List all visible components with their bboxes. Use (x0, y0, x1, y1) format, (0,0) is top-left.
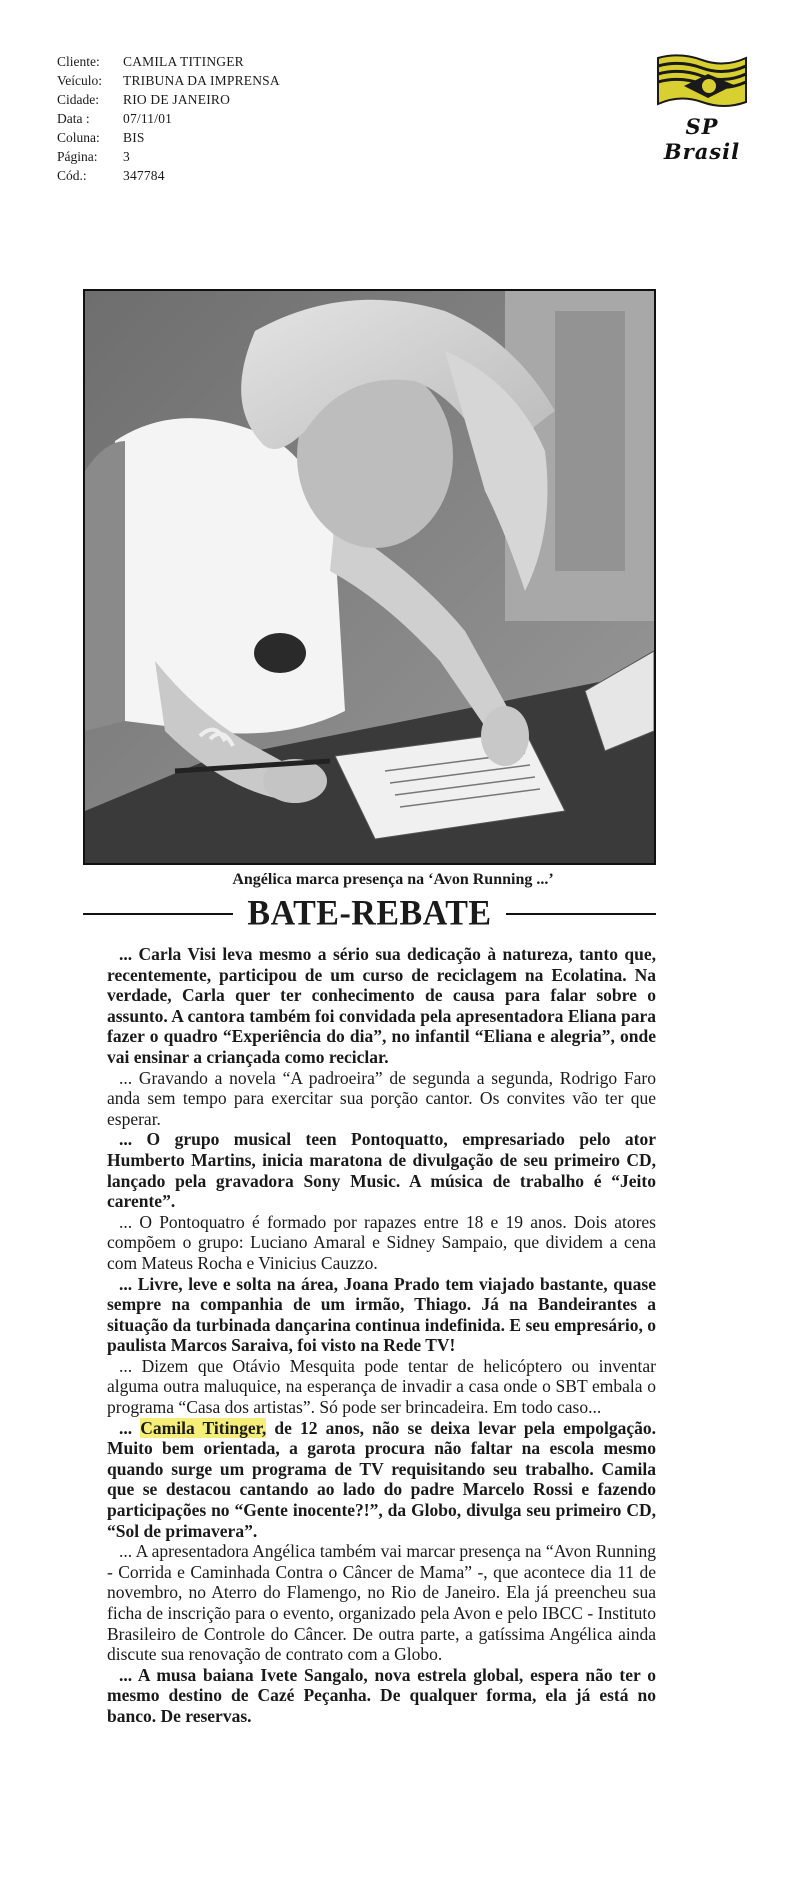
paragraph-angelica: ... A apresentadora Angélica também vai marcar presença na “Avon Running - Corrida e Caminhada Contra o Câncer de Mama” -, que acontece dia 11 de novembro, no Aterro do Flamengo, no Rio de Janeiro. Ela já preencheu sua ficha de inscrição para o evento, organizado pela Avon e pelo IBCC - Instituto Brasileiro de Controle do Câncer. De outra parte, a gatíssima Angélica ainda discute sua renovação de contrato com a Globo. (107, 1541, 656, 1665)
meta-value: CAMILA TITINGER (123, 54, 244, 69)
meta-value: BIS (123, 130, 145, 145)
meta-row-data (57, 109, 280, 128)
clipping-metadata (57, 52, 280, 185)
paragraph-carla-visi: ... Carla Visi leva mesmo a sério sua dedicação à natureza, tanto que, recentemente, participou de um curso de reciclagem na Ecolatina. Na verdade, Carla quer ter conhecimento de causa para falar sobre o assunto. A cantora também foi convidada pela apresentadora Eliana para fazer o quadro “Experiência do dia”, no infantil “Eliana e alegria”, onde vai ensinar a criançada como reciclar. (107, 944, 656, 1067)
column-title-bar (83, 894, 656, 934)
paragraph-ivete-sangalo: ... A musa baiana Ivete Sangalo, nova estrela global, espera não ter o mesmo destino de Cazé Peçanha. De qualquer forma, ela já está no banco. De reservas. (107, 1664, 656, 1726)
meta-row-pagina (57, 147, 280, 166)
meta-label: Cliente: (57, 54, 100, 69)
paragraph-rest: de 12 anos, não se deixa levar pela empolgação. Muito bem orientada, a garota procura não faltar na escola mesmo quando surge um programa de TV requisitando seu trabalho. Camila que se destacou cantando ao lado do padre Marcelo Rossi e fazendo participações no “Gente inocente?!”, da Globo, divulga seu primeiro CD, “Sol de primavera”. (107, 1417, 657, 1541)
meta-label: Página: (57, 149, 98, 164)
column-title: BATE-REBATE (247, 894, 492, 933)
meta-label: Coluna: (57, 130, 100, 145)
article-body (107, 944, 656, 1727)
paragraph-rodrigo-faro: ... Gravando a novela “A padroeira” de segunda a segunda, Rodrigo Faro anda sem tempo para exercitar sua porção cantor. Os convites vão ter que esperar. (107, 1067, 656, 1129)
title-rule-left (83, 913, 233, 915)
meta-value: 3 (123, 149, 130, 164)
meta-value: TRIBUNA DA IMPRENSA (123, 73, 280, 88)
article-photo (83, 289, 656, 865)
title-rule-right (506, 913, 656, 915)
paragraph-prefix: ... (119, 1417, 133, 1438)
sp-brasil-logo (650, 52, 754, 164)
photo-illustration (85, 291, 654, 863)
highlighted-name: Camila Titinger, (140, 1417, 267, 1438)
meta-row-cidade (57, 90, 280, 109)
meta-value: RIO DE JANEIRO (123, 92, 231, 107)
logo-text: SP Brasil (663, 114, 741, 164)
meta-label: Cód.: (57, 168, 87, 183)
flag-icon (650, 52, 754, 114)
photo-caption: Angélica marca presença na ‘Avon Running ...’ (232, 871, 554, 888)
paragraph-otavio-mesquita: ... Dizem que Otávio Mesquita pode tentar de helicóptero ou inventar alguma outra maluquice, na esperança de invadir a casa onde o SBT embala o programa “Casa dos artistas”. Só pode ser brincadeira. Em todo caso... (107, 1355, 656, 1418)
paragraph-joana-prado: ... Livre, leve e solta na área, Joana Prado tem viajado bastante, quase sempre na companhia de um irmão, Thiago. Já na Bandeirantes a situação da turbinada dançarina continua indefinida. E seu empresário, o paulista Marcos Saraiva, foi visto na Rede TV! (107, 1273, 656, 1356)
meta-label: Veículo: (57, 73, 102, 88)
paragraph-pontoquatro-members: ... O Pontoquatro é formado por rapazes entre 18 e 19 anos. Dois atores compõem o grupo: Luciano Amaral e Sidney Sampaio, que dividem a cena com Mateus Rocha e Vinicius Cauzzo. (107, 1211, 656, 1273)
meta-row-cliente (57, 52, 280, 71)
paragraph-camila-titinger (107, 1418, 656, 1542)
meta-label: Data : (57, 111, 90, 126)
paragraph-pontoquatto: ... O grupo musical teen Pontoquatto, empresariado pelo ator Humberto Martins, inicia maratona de divulgação de seu primeiro CD, lançado pela gravadora Sony Music. A música de trabalho é “Jeito carente”. (107, 1129, 656, 1212)
meta-row-codigo (57, 166, 280, 185)
meta-row-veiculo (57, 71, 280, 90)
meta-label: Cidade: (57, 92, 99, 107)
meta-value: 347784 (123, 168, 165, 183)
meta-row-coluna (57, 128, 280, 147)
meta-value: 07/11/01 (123, 111, 173, 126)
